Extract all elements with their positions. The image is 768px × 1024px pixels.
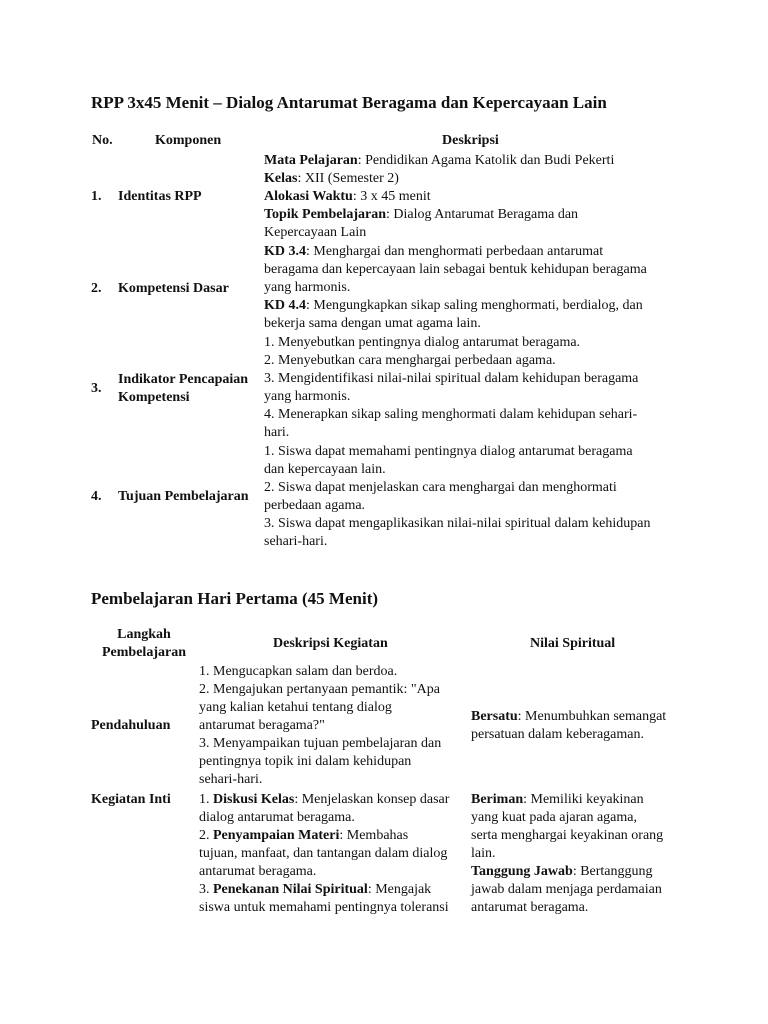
row-number: 3.: [91, 381, 102, 396]
kegiatan-line: siswa untuk memahami pentingnya toleransi: [199, 900, 449, 915]
header-no: No.: [92, 133, 113, 148]
deskripsi-line: Mata Pelajaran: Pendidikan Agama Katolik dan Budi Pekerti: [264, 153, 615, 168]
page-title: RPP 3x45 Menit – Dialog Antarumat Beragama dan Kepercayaan Lain: [91, 93, 607, 112]
kegiatan-line: 3. Menyampaikan tujuan pembelajaran dan: [199, 736, 442, 751]
nilai-line: yang kuat pada ajaran agama,: [471, 810, 637, 825]
deskripsi-line: KD 4.4: Mengungkapkan sikap saling menghormati, berdialog, dan: [264, 298, 643, 313]
row-komponen: Identitas RPP: [118, 189, 202, 204]
nilai-line: persatuan dalam keberagaman.: [471, 727, 644, 742]
nilai-line: jawab dalam menjaga perdamaian: [471, 882, 662, 897]
deskripsi-line: 1. Siswa dapat memahami pentingnya dialog antarumat beragama: [264, 444, 633, 459]
row-komponen: Kompetensi Dasar: [118, 281, 229, 296]
kegiatan-line: 1. Diskusi Kelas: Menjelaskan konsep dasar: [199, 792, 450, 807]
header-deskripsi-kegiatan: Deskripsi Kegiatan: [273, 636, 388, 651]
nilai-line: Bersatu: Menumbuhkan semangat: [471, 709, 667, 724]
row-komponen: Kompetensi: [118, 390, 190, 405]
header-langkah: Langkah: [117, 627, 171, 642]
header-komponen: Komponen: [155, 133, 222, 148]
kegiatan-line: 2. Mengajukan pertanyaan pemantik: "Apa: [199, 682, 440, 697]
kegiatan-line: antarumat beragama.: [199, 864, 317, 879]
nilai-line: antarumat beragama.: [471, 900, 589, 915]
section-title: Pembelajaran Hari Pertama (45 Menit): [91, 589, 379, 608]
deskripsi-line: 1. Menyebutkan pentingnya dialog antarumat beragama.: [264, 335, 581, 350]
kegiatan-line: antarumat beragama?": [199, 718, 325, 733]
deskripsi-line: Topik Pembelajaran: Dialog Antarumat Beragama dan: [264, 207, 579, 222]
row-number: 2.: [91, 281, 102, 296]
kegiatan-line: tujuan, manfaat, dan tantangan dalam dialog: [199, 846, 448, 861]
deskripsi-line: 2. Siswa dapat menjelaskan cara menghargai dan menghormati: [264, 480, 617, 495]
row-number: 1.: [91, 189, 102, 204]
deskripsi-line: Alokasi Waktu: 3 x 45 menit: [264, 189, 431, 204]
nilai-line: Beriman: Memiliki keyakinan: [471, 792, 644, 807]
kegiatan-line: pentingnya topik ini dalam kehidupan: [199, 754, 412, 769]
deskripsi-line: yang harmonis.: [264, 280, 351, 295]
nilai-line: Tanggung Jawab: Bertanggung: [471, 864, 653, 879]
deskripsi-line: Kelas: XII (Semester 2): [264, 171, 399, 186]
row-number: 4.: [91, 489, 102, 504]
deskripsi-line: yang harmonis.: [264, 389, 351, 404]
kegiatan-line: 1. Mengucapkan salam dan berdoa.: [199, 664, 398, 679]
kegiatan-line: dialog antarumat beragama.: [199, 810, 355, 825]
nilai-line: serta menghargai keyakinan orang: [471, 828, 664, 843]
deskripsi-line: 3. Siswa dapat mengaplikasikan nilai-nilai spiritual dalam kehidupan: [264, 516, 651, 531]
deskripsi-line: hari.: [264, 425, 290, 440]
header-deskripsi: Deskripsi: [442, 133, 499, 148]
deskripsi-line: dan kepercayaan lain.: [264, 462, 386, 477]
kegiatan-line: 3. Penekanan Nilai Spiritual: Mengajak: [199, 882, 432, 897]
deskripsi-line: sehari-hari.: [264, 534, 328, 549]
nilai-line: lain.: [471, 846, 496, 861]
deskripsi-line: perbedaan agama.: [264, 498, 366, 513]
deskripsi-line: beragama dan kepercayaan lain sebagai bentuk kehidupan beragama: [264, 262, 647, 277]
kegiatan-line: yang kalian ketahui tentang dialog: [199, 700, 392, 715]
row-langkah: Pendahuluan: [91, 718, 171, 733]
kegiatan-line: sehari-hari.: [199, 772, 263, 787]
header-nilai-spiritual: Nilai Spiritual: [530, 636, 616, 651]
deskripsi-line: KD 3.4: Menghargai dan menghormati perbedaan antarumat: [264, 244, 604, 259]
deskripsi-line: Kepercayaan Lain: [264, 225, 367, 240]
kegiatan-line: 2. Penyampaian Materi: Membahas: [199, 828, 409, 843]
header-langkah: Pembelajaran: [102, 645, 186, 660]
deskripsi-line: 4. Menerapkan sikap saling menghormati dalam kehidupan sehari-: [264, 407, 638, 422]
deskripsi-line: 3. Mengidentifikasi nilai-nilai spiritual dalam kehidupan beragama: [264, 371, 639, 386]
row-komponen: Indikator Pencapaian: [118, 372, 249, 387]
row-komponen: Tujuan Pembelajaran: [118, 489, 249, 504]
deskripsi-line: bekerja sama dengan umat agama lain.: [264, 316, 481, 331]
row-langkah: Kegiatan Inti: [91, 792, 171, 807]
deskripsi-line: 2. Menyebutkan cara menghargai perbedaan agama.: [264, 353, 556, 368]
